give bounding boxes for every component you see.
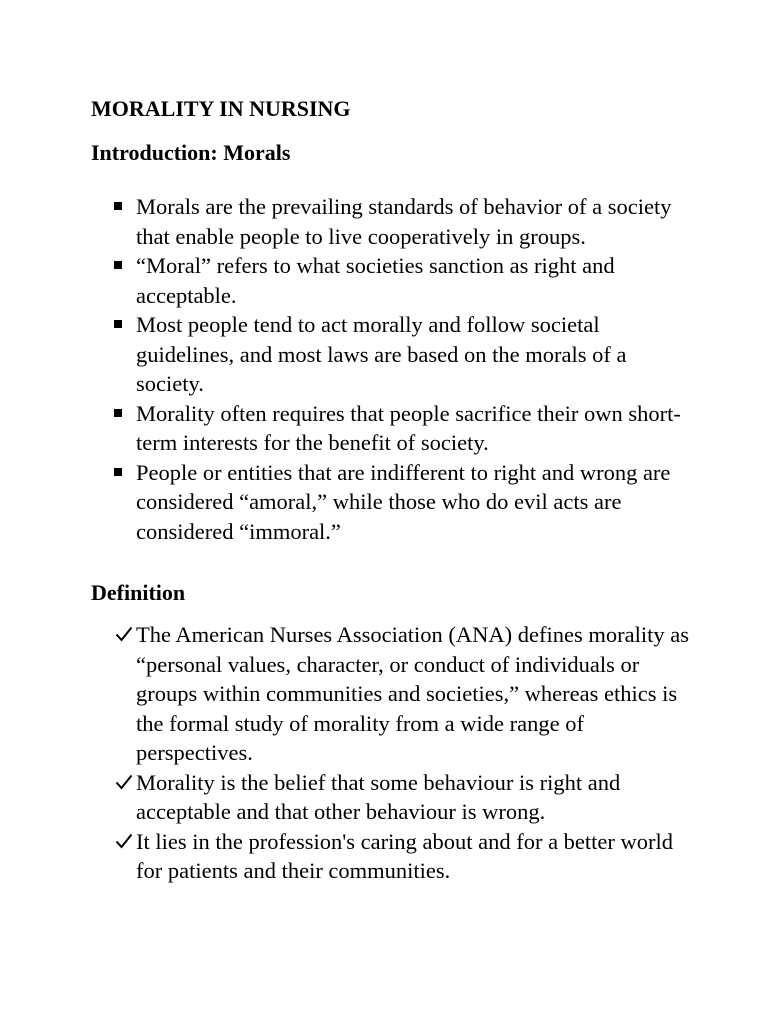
list-item-text: People or entities that are indifferent to right and wrong are considered “amoral,” while those who do evil acts are considered “immoral.”: [136, 459, 671, 544]
intro-heading: Introduction: Morals: [91, 140, 291, 165]
checkmark-icon: [115, 620, 135, 650]
list-item: [0, 251, 700, 310]
list-item-text: Most people tend to act morally and follow societal guidelines, and most laws are based on the morals of a society.: [136, 312, 627, 396]
square-bullet-icon: [114, 320, 122, 328]
checkmark-icon: [115, 768, 135, 798]
square-bullet-icon: [114, 202, 122, 210]
list-item-text: “Moral” refers to what societies sanction as right and acceptable.: [136, 253, 615, 308]
list-item-text: Morals are the prevailing standards of behavior of a society that enable people to live cooperatively in groups.: [136, 194, 672, 249]
list-item: [0, 310, 700, 399]
list-item-text: Morality is the belief that some behaviour is right and acceptable and that other behaviour is wrong.: [136, 769, 621, 824]
document-title: MORALITY IN NURSING: [91, 96, 351, 121]
definition-heading: Definition: [91, 580, 186, 605]
list-item-text: The American Nurses Association (ANA) defines morality as “personal values, character, or conduct of individuals or groups within communities and societies,” whereas ethics is the formal study of morality from a wide range of perspectives.: [136, 622, 689, 765]
list-item: [0, 458, 700, 547]
list-item: [0, 620, 700, 768]
list-item-text: It lies in the profession's caring about and for a better world for patients and their communities.: [136, 828, 674, 883]
list-item: [0, 192, 700, 251]
list-item: [0, 768, 700, 827]
checkmark-icon: [115, 827, 135, 857]
list-item: [0, 827, 700, 886]
square-bullet-icon: [114, 409, 122, 417]
list-item: [0, 399, 700, 458]
list-item-text: Morality often requires that people sacrifice their own short-term interests for the benefit of society.: [136, 400, 681, 455]
definition-check-list: [0, 620, 700, 886]
square-bullet-icon: [114, 261, 122, 269]
square-bullet-icon: [114, 468, 122, 476]
intro-bullet-list: [0, 192, 700, 546]
